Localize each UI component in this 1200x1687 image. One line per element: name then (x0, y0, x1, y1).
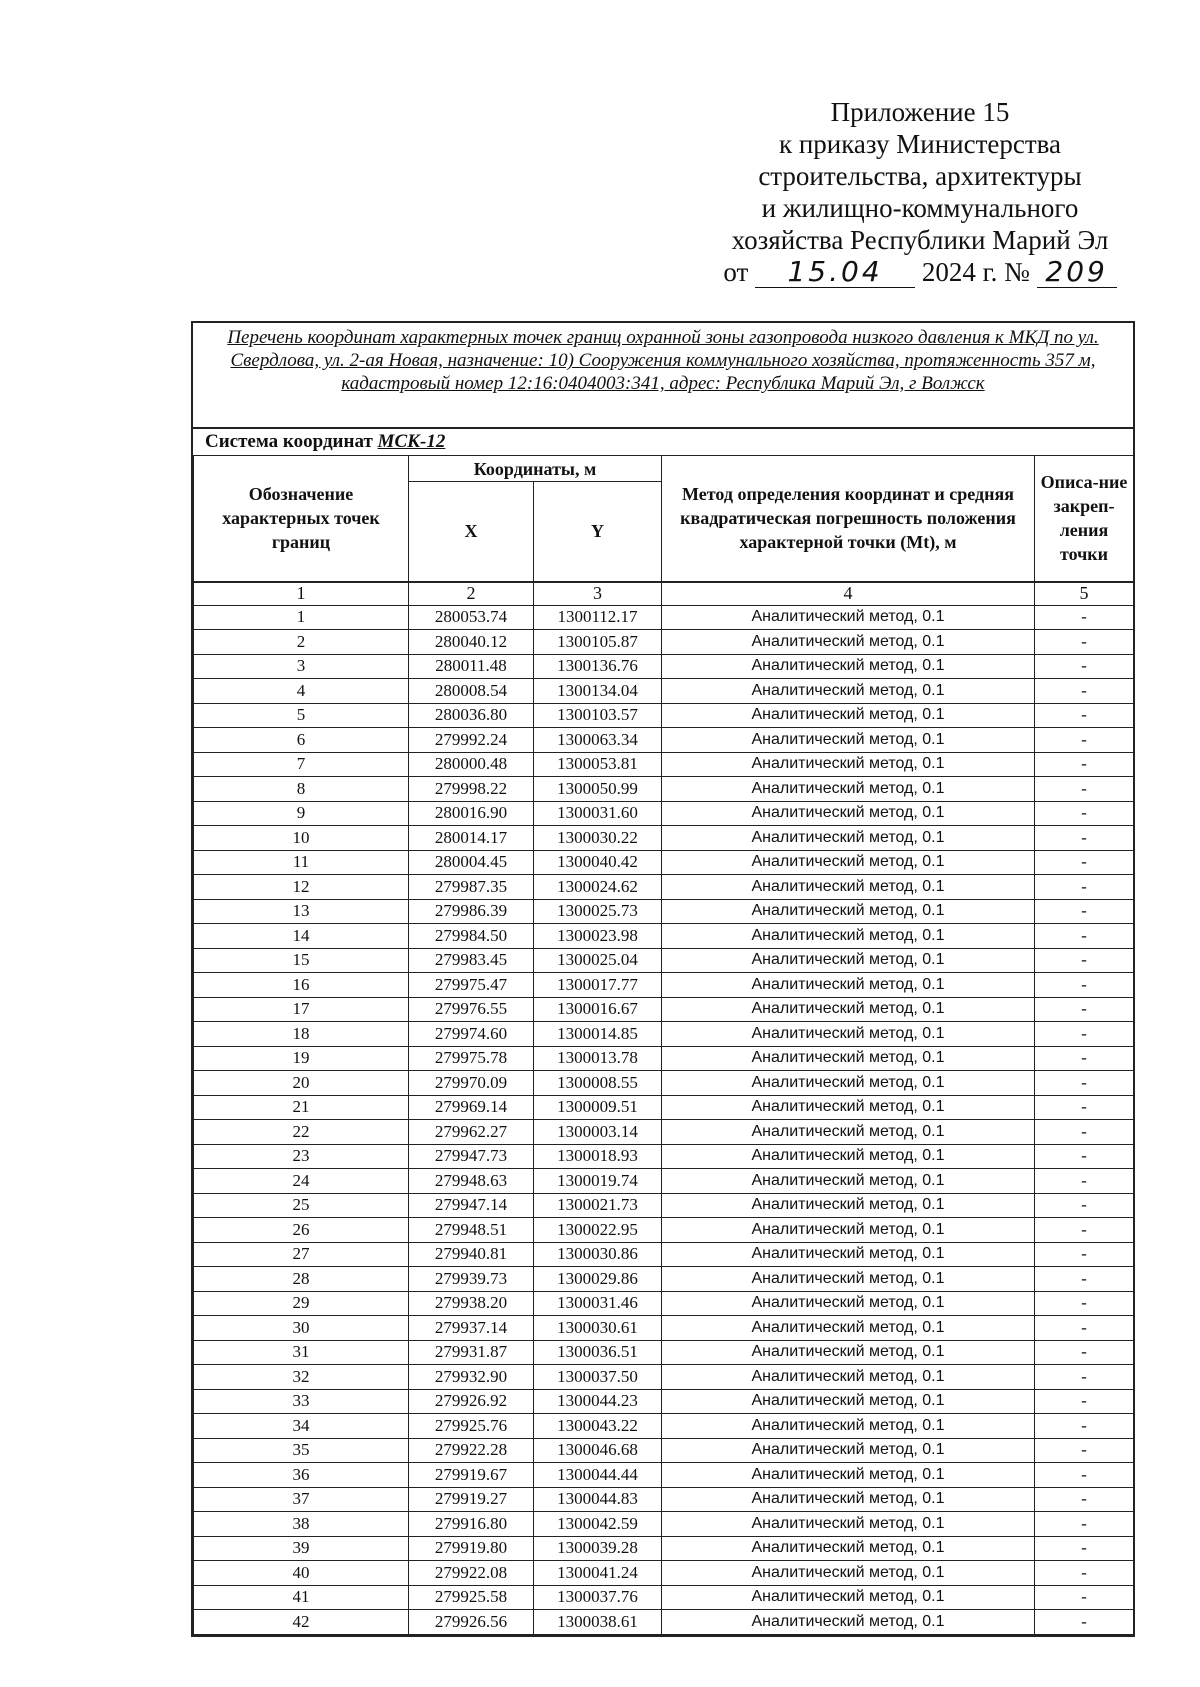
column-number: 2 (409, 582, 534, 606)
cell-description: - (1035, 1316, 1134, 1341)
cell-point: 28 (194, 1267, 409, 1292)
table-row (194, 924, 1134, 949)
cell-y: 1300041.24 (534, 1561, 662, 1586)
cell-y: 1300042.59 (534, 1512, 662, 1537)
cell-method: Аналитический метод, 0.1 (662, 1046, 1035, 1071)
table-row (194, 1536, 1134, 1561)
cell-description: - (1035, 899, 1134, 924)
cell-point: 15 (194, 948, 409, 973)
cell-description: - (1035, 679, 1134, 704)
cell-y: 1300053.81 (534, 752, 662, 777)
cell-point: 24 (194, 1169, 409, 1194)
cell-point: 36 (194, 1463, 409, 1488)
cell-description: - (1035, 1193, 1134, 1218)
cell-description: - (1035, 1340, 1134, 1365)
handwritten-order-number: 209 (1037, 257, 1117, 288)
cell-x: 279983.45 (409, 948, 534, 973)
table-row (194, 679, 1134, 704)
table-row (194, 948, 1134, 973)
table-row (194, 1291, 1134, 1316)
table-row (194, 777, 1134, 802)
cell-point: 12 (194, 875, 409, 900)
cell-method: Аналитический метод, 0.1 (662, 997, 1035, 1022)
cell-x: 279948.63 (409, 1169, 534, 1194)
cell-point: 39 (194, 1536, 409, 1561)
table-row (194, 1022, 1134, 1047)
cell-description: - (1035, 654, 1134, 679)
cell-method: Аналитический метод, 0.1 (662, 1512, 1035, 1537)
cell-method: Аналитический метод, 0.1 (662, 924, 1035, 949)
header-x: X (409, 482, 534, 582)
cell-point: 20 (194, 1071, 409, 1096)
cell-method: Аналитический метод, 0.1 (662, 1585, 1035, 1610)
cell-y: 1300134.04 (534, 679, 662, 704)
cell-method: Аналитический метод, 0.1 (662, 875, 1035, 900)
cell-x: 279947.14 (409, 1193, 534, 1218)
cell-y: 1300044.44 (534, 1463, 662, 1488)
cell-y: 1300039.28 (534, 1536, 662, 1561)
cell-description: - (1035, 1169, 1134, 1194)
cell-description: - (1035, 1365, 1134, 1390)
cell-x: 279969.14 (409, 1095, 534, 1120)
annex-header (700, 96, 1140, 288)
cell-x: 279919.27 (409, 1487, 534, 1512)
cell-method: Аналитический метод, 0.1 (662, 752, 1035, 777)
cell-y: 1300030.61 (534, 1316, 662, 1341)
table-row (194, 1316, 1134, 1341)
table-row (194, 1487, 1134, 1512)
table-row (194, 973, 1134, 998)
cell-method: Аналитический метод, 0.1 (662, 1218, 1035, 1243)
table-row (194, 1120, 1134, 1145)
cell-method: Аналитический метод, 0.1 (662, 1340, 1035, 1365)
cell-y: 1300025.73 (534, 899, 662, 924)
cell-point: 42 (194, 1610, 409, 1635)
cell-point: 16 (194, 973, 409, 998)
cell-point: 29 (194, 1291, 409, 1316)
cell-y: 1300044.23 (534, 1389, 662, 1414)
cell-y: 1300009.51 (534, 1095, 662, 1120)
cell-description: - (1035, 1585, 1134, 1610)
cell-x: 279922.08 (409, 1561, 534, 1586)
cell-x: 279975.78 (409, 1046, 534, 1071)
cell-description: - (1035, 1071, 1134, 1096)
cell-point: 2 (194, 630, 409, 655)
cell-description: - (1035, 948, 1134, 973)
cell-y: 1300105.87 (534, 630, 662, 655)
cell-y: 1300019.74 (534, 1169, 662, 1194)
table-row (194, 1144, 1134, 1169)
cell-x: 279948.51 (409, 1218, 534, 1243)
coordinates-sheet (191, 321, 1135, 1637)
cell-method: Аналитический метод, 0.1 (662, 1144, 1035, 1169)
cell-point: 35 (194, 1438, 409, 1463)
cell-description: - (1035, 752, 1134, 777)
table-row (194, 654, 1134, 679)
column-number-row (194, 582, 1134, 606)
annex-line: строительства, архитектуры (758, 161, 1082, 191)
cell-description: - (1035, 1536, 1134, 1561)
cell-description: - (1035, 997, 1134, 1022)
cell-y: 1300031.46 (534, 1291, 662, 1316)
table-row (194, 875, 1134, 900)
header-point: Обозначение характерных точек границ (194, 456, 409, 582)
column-number: 1 (194, 582, 409, 606)
cell-description: - (1035, 801, 1134, 826)
header-y: Y (534, 482, 662, 582)
cell-method: Аналитический метод, 0.1 (662, 1389, 1035, 1414)
table-row (194, 1095, 1134, 1120)
table-row (194, 1561, 1134, 1586)
cell-x: 279987.35 (409, 875, 534, 900)
cell-x: 279970.09 (409, 1071, 534, 1096)
cell-method: Аналитический метод, 0.1 (662, 1365, 1035, 1390)
annex-line: хозяйства Республики Марий Эл (731, 225, 1109, 255)
coordinates-table (193, 455, 1134, 1635)
cell-y: 1300063.34 (534, 728, 662, 753)
cell-method: Аналитический метод, 0.1 (662, 630, 1035, 655)
cell-description: - (1035, 605, 1134, 630)
cell-point: 41 (194, 1585, 409, 1610)
cell-y: 1300029.86 (534, 1267, 662, 1292)
cell-description: - (1035, 1561, 1134, 1586)
cell-x: 279976.55 (409, 997, 534, 1022)
cell-point: 32 (194, 1365, 409, 1390)
cell-x: 280000.48 (409, 752, 534, 777)
cell-x: 279938.20 (409, 1291, 534, 1316)
cell-description: - (1035, 1095, 1134, 1120)
table-row (194, 850, 1134, 875)
cell-description: - (1035, 1414, 1134, 1439)
cell-y: 1300103.57 (534, 703, 662, 728)
cell-method: Аналитический метод, 0.1 (662, 777, 1035, 802)
cell-method: Аналитический метод, 0.1 (662, 948, 1035, 973)
cell-description: - (1035, 1242, 1134, 1267)
table-row (194, 1463, 1134, 1488)
table-row (194, 1267, 1134, 1292)
cell-y: 1300023.98 (534, 924, 662, 949)
cell-x: 280014.17 (409, 826, 534, 851)
cell-method: Аналитический метод, 0.1 (662, 1561, 1035, 1586)
cell-x: 279926.56 (409, 1610, 534, 1635)
cell-method: Аналитический метод, 0.1 (662, 1242, 1035, 1267)
cell-point: 26 (194, 1218, 409, 1243)
table-row (194, 1193, 1134, 1218)
cell-y: 1300037.50 (534, 1365, 662, 1390)
cell-method: Аналитический метод, 0.1 (662, 1536, 1035, 1561)
cell-description: - (1035, 1291, 1134, 1316)
cell-y: 1300008.55 (534, 1071, 662, 1096)
cell-point: 40 (194, 1561, 409, 1586)
cell-description: - (1035, 875, 1134, 900)
table-row (194, 1071, 1134, 1096)
table-row (194, 1414, 1134, 1439)
table-row (194, 1046, 1134, 1071)
cell-x: 279937.14 (409, 1316, 534, 1341)
table-row (194, 1169, 1134, 1194)
cell-x: 280011.48 (409, 654, 534, 679)
cell-point: 14 (194, 924, 409, 949)
cell-point: 5 (194, 703, 409, 728)
cell-y: 1300025.04 (534, 948, 662, 973)
cell-method: Аналитический метод, 0.1 (662, 1169, 1035, 1194)
date-prefix: от (723, 257, 749, 287)
cell-x: 279940.81 (409, 1242, 534, 1267)
cell-y: 1300036.51 (534, 1340, 662, 1365)
cell-point: 8 (194, 777, 409, 802)
cell-x: 279947.73 (409, 1144, 534, 1169)
cell-method: Аналитический метод, 0.1 (662, 1610, 1035, 1635)
cell-description: - (1035, 703, 1134, 728)
cell-y: 1300017.77 (534, 973, 662, 998)
cell-x: 279919.80 (409, 1536, 534, 1561)
cell-method: Аналитический метод, 0.1 (662, 1463, 1035, 1488)
cell-method: Аналитический метод, 0.1 (662, 801, 1035, 826)
cell-x: 279962.27 (409, 1120, 534, 1145)
cell-method: Аналитический метод, 0.1 (662, 703, 1035, 728)
cell-y: 1300016.67 (534, 997, 662, 1022)
coordinate-system-label: Система координат (205, 431, 373, 452)
cell-x: 280053.74 (409, 605, 534, 630)
table-row (194, 1218, 1134, 1243)
cell-point: 19 (194, 1046, 409, 1071)
table-row (194, 1340, 1134, 1365)
cell-method: Аналитический метод, 0.1 (662, 1438, 1035, 1463)
cell-point: 6 (194, 728, 409, 753)
cell-x: 279932.90 (409, 1365, 534, 1390)
cell-description: - (1035, 1022, 1134, 1047)
handwritten-date: 15.04 (755, 257, 915, 288)
order-date-line (700, 256, 1140, 288)
cell-description: - (1035, 777, 1134, 802)
cell-y: 1300018.93 (534, 1144, 662, 1169)
cell-x: 279986.39 (409, 899, 534, 924)
cell-point: 30 (194, 1316, 409, 1341)
coordinate-system-value: МСК-12 (377, 431, 446, 452)
cell-method: Аналитический метод, 0.1 (662, 728, 1035, 753)
table-row (194, 1585, 1134, 1610)
cell-method: Аналитический метод, 0.1 (662, 850, 1035, 875)
cell-x: 279925.76 (409, 1414, 534, 1439)
cell-method: Аналитический метод, 0.1 (662, 973, 1035, 998)
cell-description: - (1035, 1120, 1134, 1145)
cell-x: 279939.73 (409, 1267, 534, 1292)
column-number: 4 (662, 582, 1035, 606)
table-body (194, 605, 1134, 1634)
cell-method: Аналитический метод, 0.1 (662, 1487, 1035, 1512)
table-row (194, 752, 1134, 777)
column-number: 5 (1035, 582, 1134, 606)
table-row (194, 728, 1134, 753)
table-row (194, 1512, 1134, 1537)
cell-x: 279974.60 (409, 1022, 534, 1047)
cell-y: 1300112.17 (534, 605, 662, 630)
cell-x: 280036.80 (409, 703, 534, 728)
cell-method: Аналитический метод, 0.1 (662, 1022, 1035, 1047)
cell-y: 1300003.14 (534, 1120, 662, 1145)
annex-line: и жилищно-коммунального (761, 193, 1079, 223)
table-row (194, 899, 1134, 924)
cell-point: 18 (194, 1022, 409, 1047)
cell-method: Аналитический метод, 0.1 (662, 1267, 1035, 1292)
cell-x: 279922.28 (409, 1438, 534, 1463)
cell-method: Аналитический метод, 0.1 (662, 899, 1035, 924)
table-caption: Перечень координат характерных точек границ охранной зоны газопровода низкого давления к МКД по ул. Свердлова, ул. 2-ая Новая, назначение: 10) Сооружения коммунального хозяйства, протяженность 357 м, кадастровый номер 12:16:0404003:341, адрес: Республика Марий Эл, г Волжск (193, 323, 1133, 429)
cell-point: 31 (194, 1340, 409, 1365)
table-row (194, 1610, 1134, 1635)
cell-point: 4 (194, 679, 409, 704)
cell-description: - (1035, 1463, 1134, 1488)
table-row (194, 630, 1134, 655)
cell-y: 1300038.61 (534, 1610, 662, 1635)
cell-x: 280004.45 (409, 850, 534, 875)
cell-y: 1300040.42 (534, 850, 662, 875)
cell-point: 13 (194, 899, 409, 924)
cell-y: 1300013.78 (534, 1046, 662, 1071)
table-row (194, 703, 1134, 728)
cell-description: - (1035, 850, 1134, 875)
cell-x: 279916.80 (409, 1512, 534, 1537)
cell-description: - (1035, 630, 1134, 655)
table-row (194, 1242, 1134, 1267)
table-row (194, 997, 1134, 1022)
cell-description: - (1035, 1487, 1134, 1512)
cell-y: 1300050.99 (534, 777, 662, 802)
header-coords: Координаты, м (409, 456, 662, 482)
cell-point: 11 (194, 850, 409, 875)
cell-x: 279919.67 (409, 1463, 534, 1488)
cell-description: - (1035, 1389, 1134, 1414)
cell-point: 22 (194, 1120, 409, 1145)
cell-method: Аналитический метод, 0.1 (662, 826, 1035, 851)
cell-method: Аналитический метод, 0.1 (662, 1095, 1035, 1120)
cell-x: 280016.90 (409, 801, 534, 826)
table-row (194, 1438, 1134, 1463)
cell-y: 1300024.62 (534, 875, 662, 900)
cell-x: 279992.24 (409, 728, 534, 753)
cell-method: Аналитический метод, 0.1 (662, 1291, 1035, 1316)
cell-point: 10 (194, 826, 409, 851)
column-number: 3 (534, 582, 662, 606)
cell-point: 23 (194, 1144, 409, 1169)
cell-y: 1300044.83 (534, 1487, 662, 1512)
year-text: 2024 г. № (921, 257, 1030, 287)
cell-y: 1300136.76 (534, 654, 662, 679)
cell-point: 17 (194, 997, 409, 1022)
cell-method: Аналитический метод, 0.1 (662, 1071, 1035, 1096)
cell-description: - (1035, 1610, 1134, 1635)
cell-y: 1300021.73 (534, 1193, 662, 1218)
cell-x: 279984.50 (409, 924, 534, 949)
cell-description: - (1035, 1267, 1134, 1292)
cell-y: 1300030.22 (534, 826, 662, 851)
cell-x: 279926.92 (409, 1389, 534, 1414)
cell-point: 37 (194, 1487, 409, 1512)
cell-point: 25 (194, 1193, 409, 1218)
cell-x: 279975.47 (409, 973, 534, 998)
cell-description: - (1035, 1144, 1134, 1169)
cell-x: 280008.54 (409, 679, 534, 704)
table-row (194, 1389, 1134, 1414)
cell-point: 21 (194, 1095, 409, 1120)
cell-point: 33 (194, 1389, 409, 1414)
cell-method: Аналитический метод, 0.1 (662, 679, 1035, 704)
cell-description: - (1035, 826, 1134, 851)
header-description: Описа-ние закреп-ления точки (1035, 456, 1134, 582)
cell-method: Аналитический метод, 0.1 (662, 1120, 1035, 1145)
cell-description: - (1035, 1438, 1134, 1463)
cell-description: - (1035, 924, 1134, 949)
cell-description: - (1035, 1218, 1134, 1243)
cell-description: - (1035, 973, 1134, 998)
cell-y: 1300043.22 (534, 1414, 662, 1439)
cell-description: - (1035, 1512, 1134, 1537)
cell-description: - (1035, 1046, 1134, 1071)
cell-y: 1300014.85 (534, 1022, 662, 1047)
cell-x: 279998.22 (409, 777, 534, 802)
cell-y: 1300022.95 (534, 1218, 662, 1243)
header-method: Метод определения координат и средняя квадратическая погрешность положения характерной точки (Mt), м (662, 456, 1035, 582)
cell-point: 34 (194, 1414, 409, 1439)
cell-method: Аналитический метод, 0.1 (662, 654, 1035, 679)
coordinate-system (193, 429, 1133, 455)
cell-x: 279925.58 (409, 1585, 534, 1610)
cell-method: Аналитический метод, 0.1 (662, 1193, 1035, 1218)
table-row (194, 1365, 1134, 1390)
cell-y: 1300031.60 (534, 801, 662, 826)
cell-description: - (1035, 728, 1134, 753)
cell-method: Аналитический метод, 0.1 (662, 605, 1035, 630)
table-row (194, 801, 1134, 826)
cell-method: Аналитический метод, 0.1 (662, 1316, 1035, 1341)
cell-point: 1 (194, 605, 409, 630)
cell-x: 280040.12 (409, 630, 534, 655)
cell-point: 9 (194, 801, 409, 826)
cell-point: 3 (194, 654, 409, 679)
table-row (194, 826, 1134, 851)
annex-line: к приказу Министерства (778, 129, 1062, 159)
table-row (194, 605, 1134, 630)
cell-y: 1300046.68 (534, 1438, 662, 1463)
cell-method: Аналитический метод, 0.1 (662, 1414, 1035, 1439)
cell-point: 38 (194, 1512, 409, 1537)
cell-point: 7 (194, 752, 409, 777)
cell-y: 1300030.86 (534, 1242, 662, 1267)
cell-point: 27 (194, 1242, 409, 1267)
cell-x: 279931.87 (409, 1340, 534, 1365)
annex-line: Приложение 15 (830, 97, 1010, 127)
cell-y: 1300037.76 (534, 1585, 662, 1610)
